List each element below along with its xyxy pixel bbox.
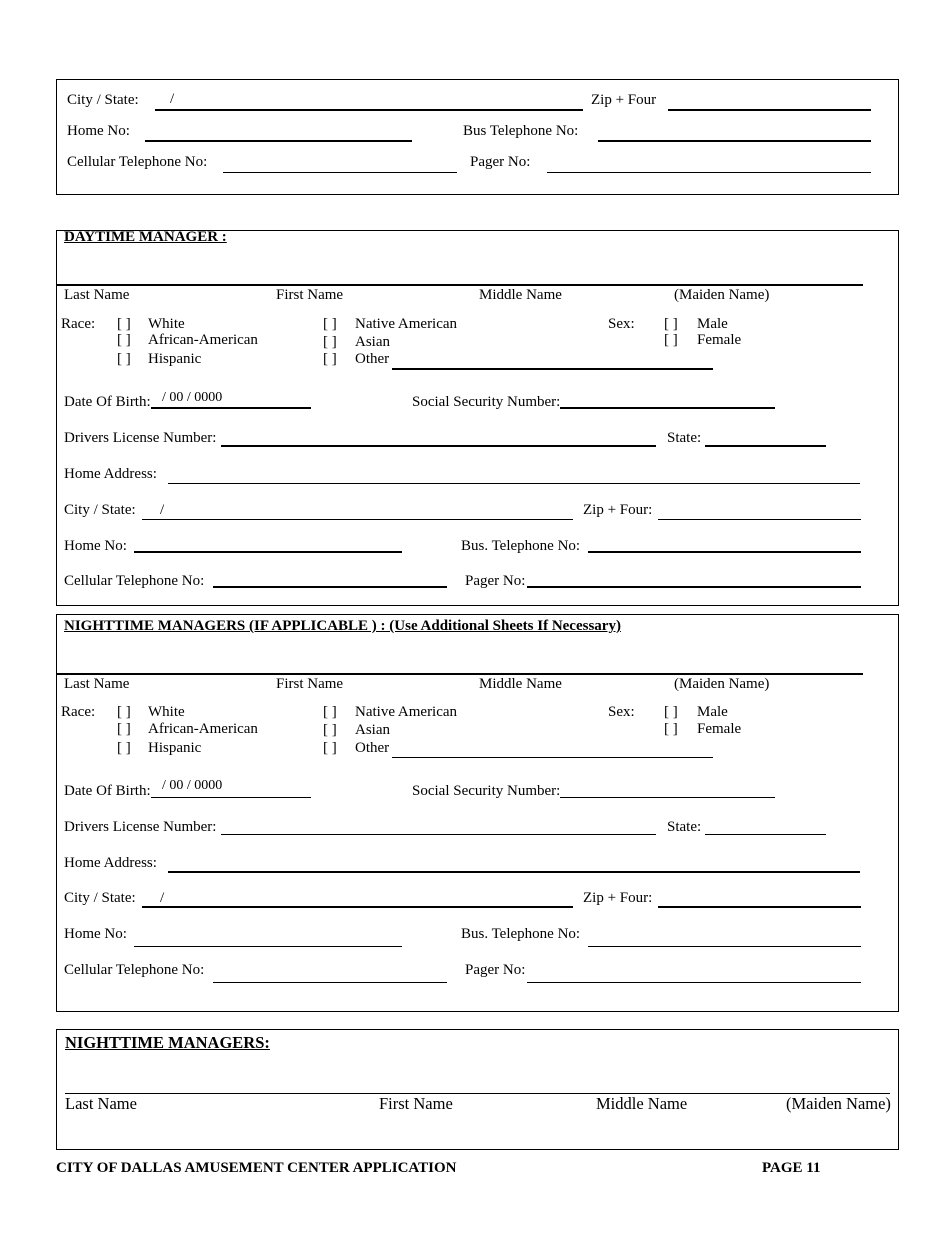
nighttime-native-american-label: Native American bbox=[355, 704, 458, 720]
footer-title: CITY OF DALLAS AMUSEMENT CENTER APPLICATION bbox=[56, 1160, 457, 1176]
daytime-bus-telephone-label: Bus. Telephone No: bbox=[461, 538, 581, 554]
daytime-first-name-label: First Name bbox=[276, 287, 344, 303]
home-no-label: Home No: bbox=[67, 123, 130, 139]
nighttime-cellular-input[interactable] bbox=[213, 982, 447, 983]
daytime-state-input[interactable] bbox=[705, 445, 826, 447]
cellular-input[interactable] bbox=[223, 172, 457, 173]
daytime-other-checkbox[interactable]: [ ] bbox=[323, 351, 337, 367]
nighttime-hispanic-label: Hispanic bbox=[148, 740, 202, 756]
nighttime-native-american-checkbox[interactable]: [ ] bbox=[323, 704, 337, 720]
nighttime-managers-last-name-label: Last Name bbox=[65, 1094, 137, 1113]
daytime-bus-telephone-input[interactable] bbox=[588, 551, 861, 553]
daytime-state-label: State: bbox=[667, 430, 702, 446]
daytime-ssn-label: Social Security Number: bbox=[412, 394, 561, 410]
nighttime-dob-input[interactable] bbox=[151, 797, 311, 798]
nighttime-pager-label: Pager No: bbox=[465, 962, 526, 978]
nighttime-hispanic-checkbox[interactable]: [ ] bbox=[117, 740, 131, 756]
nighttime-other-input[interactable] bbox=[392, 757, 713, 758]
daytime-male-checkbox[interactable]: [ ] bbox=[664, 316, 678, 332]
nighttime-african-american-label: African-American bbox=[148, 721, 258, 737]
cellular-label: Cellular Telephone No: bbox=[67, 154, 208, 170]
nighttime-managers-maiden-name-label: (Maiden Name) bbox=[786, 1094, 891, 1113]
nighttime-white-label: White bbox=[148, 704, 185, 720]
bus-telephone-input[interactable] bbox=[598, 140, 871, 142]
daytime-ssn-input[interactable] bbox=[560, 407, 775, 409]
nighttime-managers-name-input[interactable] bbox=[65, 1093, 890, 1094]
nighttime-maiden-name-label: (Maiden Name) bbox=[674, 676, 770, 692]
daytime-city-state-separator: / bbox=[160, 502, 165, 518]
page-number: PAGE 11 bbox=[762, 1160, 821, 1176]
daytime-home-address-label: Home Address: bbox=[64, 466, 157, 482]
daytime-white-label: White bbox=[148, 316, 185, 332]
daytime-cellular-label: Cellular Telephone No: bbox=[64, 573, 205, 589]
nighttime-home-no-label: Home No: bbox=[64, 926, 127, 942]
nighttime-managers-middle-name-label: Middle Name bbox=[596, 1094, 688, 1113]
daytime-home-no-input[interactable] bbox=[134, 551, 402, 553]
nighttime-name-input[interactable] bbox=[57, 673, 863, 675]
nighttime-bus-telephone-input[interactable] bbox=[588, 946, 861, 947]
nighttime-zip-input[interactable] bbox=[658, 906, 861, 908]
nighttime-dob-label: Date Of Birth: bbox=[64, 783, 151, 799]
daytime-dob-value: / 00 / 0000 bbox=[162, 390, 223, 405]
daytime-hispanic-label: Hispanic bbox=[148, 351, 202, 367]
daytime-african-american-label: African-American bbox=[148, 332, 258, 348]
nighttime-zip-label: Zip + Four: bbox=[583, 890, 653, 906]
daytime-home-address-input[interactable] bbox=[168, 483, 860, 484]
daytime-middle-name-label: Middle Name bbox=[479, 287, 562, 303]
nighttime-sex-label: Sex: bbox=[608, 704, 635, 720]
nighttime-ssn-label: Social Security Number: bbox=[412, 783, 561, 799]
nighttime-home-no-input[interactable] bbox=[134, 946, 402, 947]
nighttime-state-label: State: bbox=[667, 819, 702, 835]
nighttime-female-checkbox[interactable]: [ ] bbox=[664, 721, 678, 737]
nighttime-city-state-separator: / bbox=[160, 890, 165, 906]
daytime-dl-input[interactable] bbox=[221, 445, 656, 447]
nighttime-dl-input[interactable] bbox=[221, 834, 656, 835]
nighttime-last-name-label: Last Name bbox=[64, 676, 130, 692]
daytime-zip-label: Zip + Four: bbox=[583, 502, 653, 518]
daytime-pager-input[interactable] bbox=[527, 586, 861, 588]
daytime-other-input[interactable] bbox=[392, 368, 713, 370]
home-no-input[interactable] bbox=[145, 140, 412, 142]
nighttime-other-label: Other bbox=[355, 740, 390, 756]
daytime-pager-label: Pager No: bbox=[465, 573, 526, 589]
nighttime-white-checkbox[interactable]: [ ] bbox=[117, 704, 131, 720]
nighttime-ssn-input[interactable] bbox=[560, 797, 775, 798]
daytime-dob-input[interactable] bbox=[151, 407, 311, 409]
nighttime-asian-label: Asian bbox=[355, 722, 390, 738]
nighttime-manager-title: NIGHTTIME MANAGERS (IF APPLICABLE ) : (Use Additional Sheets If Necessary) bbox=[64, 618, 621, 634]
nighttime-city-state-input[interactable] bbox=[142, 906, 573, 908]
daytime-city-state-label: City / State: bbox=[64, 502, 136, 518]
nighttime-bus-telephone-label: Bus. Telephone No: bbox=[461, 926, 581, 942]
nighttime-asian-checkbox[interactable]: [ ] bbox=[323, 722, 337, 738]
daytime-home-no-label: Home No: bbox=[64, 538, 127, 554]
nighttime-african-american-checkbox[interactable]: [ ] bbox=[117, 721, 131, 737]
daytime-zip-input[interactable] bbox=[658, 519, 861, 520]
daytime-last-name-label: Last Name bbox=[64, 287, 130, 303]
nighttime-male-checkbox[interactable]: [ ] bbox=[664, 704, 678, 720]
zip-label: Zip + Four bbox=[591, 92, 657, 108]
bus-telephone-label: Bus Telephone No: bbox=[463, 123, 579, 139]
nighttime-managers-title: NIGHTTIME MANAGERS: bbox=[65, 1033, 270, 1052]
nighttime-state-input[interactable] bbox=[705, 834, 826, 835]
daytime-native-american-label: Native American bbox=[355, 316, 458, 332]
daytime-sex-label: Sex: bbox=[608, 316, 635, 332]
city-state-separator: / bbox=[170, 91, 175, 107]
nighttime-home-address-label: Home Address: bbox=[64, 855, 157, 871]
daytime-hispanic-checkbox[interactable]: [ ] bbox=[117, 351, 131, 367]
daytime-maiden-name-label: (Maiden Name) bbox=[674, 287, 770, 303]
daytime-dl-label: Drivers License Number: bbox=[64, 430, 217, 446]
daytime-african-american-checkbox[interactable]: [ ] bbox=[117, 332, 131, 348]
pager-input[interactable] bbox=[547, 172, 871, 173]
city-state-label: City / State: bbox=[67, 92, 139, 108]
nighttime-first-name-label: First Name bbox=[276, 676, 344, 692]
daytime-native-american-checkbox[interactable]: [ ] bbox=[323, 316, 337, 332]
daytime-female-label: Female bbox=[697, 332, 742, 348]
nighttime-middle-name-label: Middle Name bbox=[479, 676, 562, 692]
pager-label: Pager No: bbox=[470, 154, 531, 170]
daytime-other-label: Other bbox=[355, 351, 390, 367]
city-state-input[interactable] bbox=[155, 109, 583, 111]
nighttime-cellular-label: Cellular Telephone No: bbox=[64, 962, 205, 978]
nighttime-male-label: Male bbox=[697, 704, 728, 720]
nighttime-pager-input[interactable] bbox=[527, 982, 861, 983]
nighttime-female-label: Female bbox=[697, 721, 742, 737]
daytime-name-input[interactable] bbox=[57, 284, 863, 286]
daytime-city-state-input[interactable] bbox=[142, 519, 573, 520]
nighttime-city-state-label: City / State: bbox=[64, 890, 136, 906]
daytime-race-label: Race: bbox=[61, 316, 96, 332]
nighttime-dl-label: Drivers License Number: bbox=[64, 819, 217, 835]
nighttime-other-checkbox[interactable]: [ ] bbox=[323, 740, 337, 756]
daytime-female-checkbox[interactable]: [ ] bbox=[664, 332, 678, 348]
nighttime-managers-first-name-label: First Name bbox=[379, 1094, 453, 1113]
daytime-dob-label: Date Of Birth: bbox=[64, 394, 151, 410]
daytime-cellular-input[interactable] bbox=[213, 586, 447, 588]
daytime-manager-title: DAYTIME MANAGER : bbox=[64, 229, 227, 245]
daytime-asian-label: Asian bbox=[355, 334, 390, 350]
nighttime-dob-value: / 00 / 0000 bbox=[162, 778, 223, 793]
nighttime-home-address-input[interactable] bbox=[168, 871, 860, 873]
daytime-male-label: Male bbox=[697, 316, 728, 332]
daytime-white-checkbox[interactable]: [ ] bbox=[117, 316, 131, 332]
nighttime-race-label: Race: bbox=[61, 704, 96, 720]
zip-input[interactable] bbox=[668, 109, 871, 111]
daytime-asian-checkbox[interactable]: [ ] bbox=[323, 334, 337, 350]
